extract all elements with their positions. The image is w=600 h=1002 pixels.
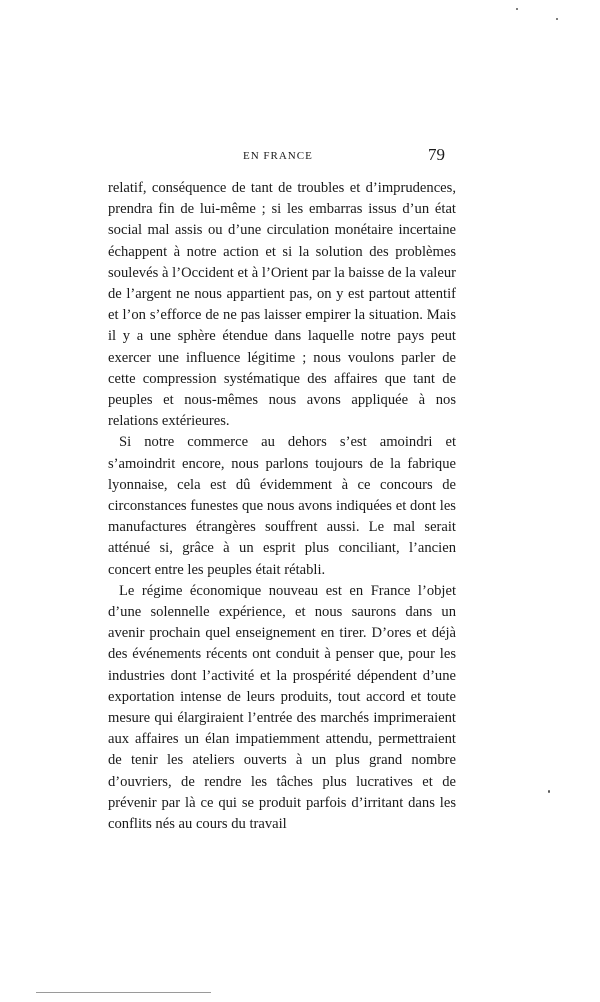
bottom-edge-line <box>36 992 211 993</box>
print-speck <box>556 18 558 20</box>
paragraph-2: Si notre commerce au dehors s’est amoindri et s’amoindrit encore, nous parlons toujours de la fabrique lyonnaise, cela est dû évidemment à ce concours de circonstances funestes que nous avons indiquées et dont les manufactures étrangères souffrent aussi. Le mal serait atténué si, grâce à un esprit plus conciliant, l’ancien concert entre les peuples était rétabli. <box>108 434 456 578</box>
paragraph-1: relatif, conséquence de tant de troubles et d’imprudences, prendra fin de lui-même ; si les embarras issus d’un état social mal assis ou d’une circulation monétaire incertaine échappent à notre action et si la solution des problèmes soulevés à l’Occident et à l’Orient par la baisse de la valeur de l’argent ne nous appartient pas, on y est partout attentif et l’on s’efforce de ne pas laisser empirer la situation. Mais il y a une sphère étendue dans laquelle notre pays peut exercer une influence légitime ; nous voulons parler de cette compression systématique des affaires que tant de peuples et nous-mêmes nous avons appliquée à nos relations extérieures. <box>108 180 456 430</box>
running-head: EN FRANCE <box>243 150 313 162</box>
print-speck <box>516 8 518 10</box>
print-speck <box>548 790 550 793</box>
body-text <box>108 178 456 835</box>
page-number: 79 <box>428 145 445 164</box>
paragraph-3: Le régime économique nouveau est en France l’objet d’une solennelle expérience, et nous saurons dans un avenir prochain quel enseignement en tirer. D’ores et déjà des événements récents ont conduit à penser que, pour les industries dont l’activité et la prospérité dépendent d’une exportation intense de leurs produits, tout accord et toute mesure qui élargiraient l’entrée des marchés imprimeraient aux affaires un élan impatiemment attendu, permettraient de tenir les ateliers ouverts à un plus grand nombre d’ouvriers, de rendre les tâches plus lucratives et de prévenir par là ce qui se produit parfois d’irritant dans les conflits nés au cours du travail <box>108 582 456 833</box>
